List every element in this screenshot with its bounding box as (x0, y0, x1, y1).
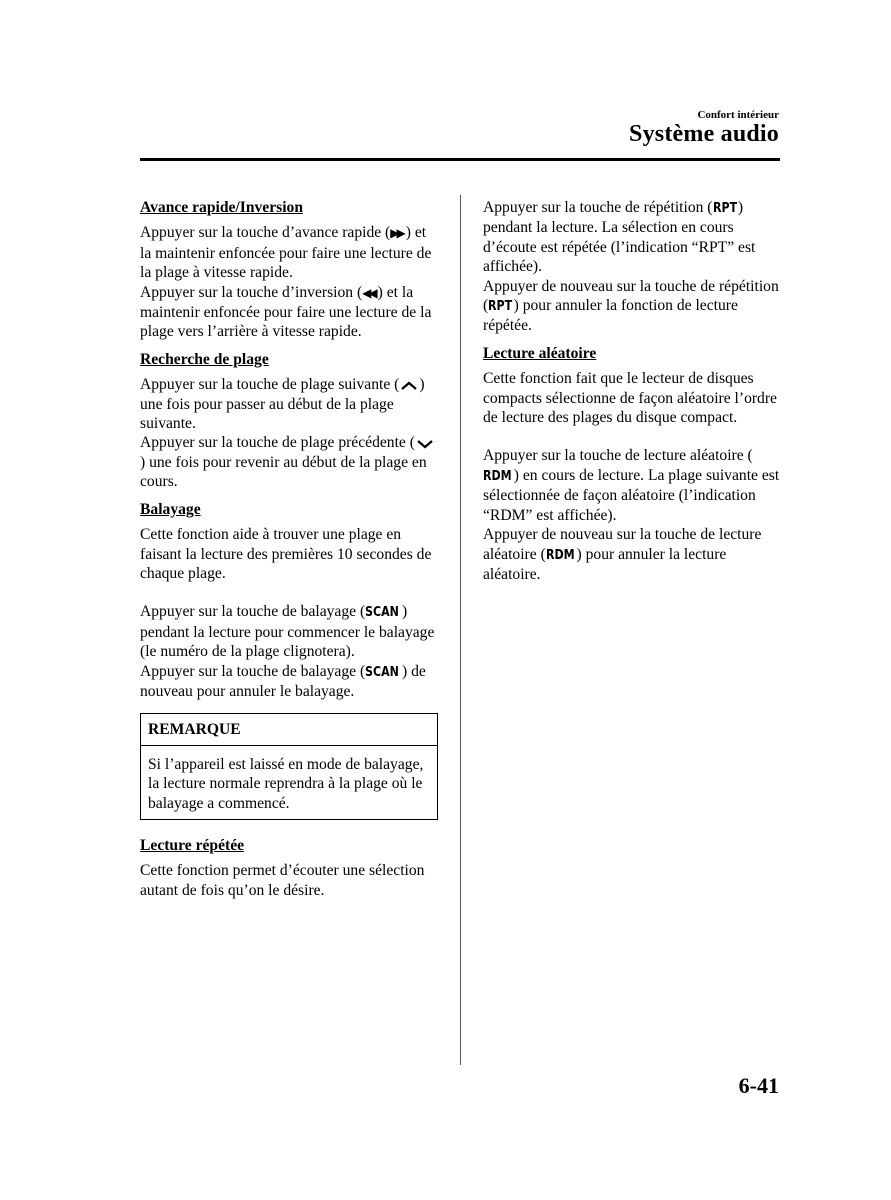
paragraph-scan-cancel: Appuyer sur la touche de balayage (SCAN ) de nouveau pour annuler le balayage. (140, 662, 426, 700)
paragraph-random-start: Appuyer sur la touche de lecture aléatoire (RDM ) en cours de lecture. La plage suivante est sélectionnée de façon aléatoire (l’indication “RDM” est affichée). (483, 447, 780, 524)
reverse-double-arrow-icon: ◀◀ (362, 285, 375, 300)
section-label: Confort intérieur (697, 109, 779, 121)
rdm-key-label: RDM (545, 547, 575, 563)
paragraph-reverse: Appuyer sur la touche d’inversion (◀◀ ) et la maintenir enfoncée pour faire une lecture de la plage vers l’arrière à vitesse rapide. (140, 283, 432, 341)
chevron-up-icon (399, 381, 419, 391)
page-number: 6-41 (738, 1073, 779, 1098)
scan-key-label: SCAN (365, 664, 400, 680)
left-column (140, 198, 440, 900)
page-title: Système audio (629, 121, 779, 147)
scan-key-label: SCAN (365, 605, 400, 621)
paragraph-scan-intro: Cette fonction aide à trouver une plage en faisant la lecture des premières 10 secondes de chaque plage. (140, 526, 432, 582)
right-column (483, 198, 783, 584)
paragraph-scan-start: Appuyer sur la touche de balayage (SCAN ) pendant la lecture pour commencer le balayage (le numéro de la plage clignotera). (140, 603, 435, 661)
note-title: REMARQUE (141, 714, 437, 745)
heading-track-search: Recherche de plage (140, 350, 269, 368)
rpt-key-label: RPT (712, 201, 737, 216)
note-box (140, 713, 438, 820)
paragraph-random-cancel: Appuyer de nouveau sur la touche de lecture aléatoire (RDM ) pour annuler la lecture aléatoire. (483, 526, 762, 583)
heading-repeat: Lecture répétée (140, 836, 245, 854)
heading-random: Lecture aléatoire (483, 344, 597, 362)
forward-double-arrow-icon: ▶▶ (390, 226, 403, 241)
header-rule (140, 158, 780, 161)
paragraph-random-intro: Cette fonction fait que le lecteur de disques compacts sélectionne de façon aléatoire l’ordre de lecture des plages du disque compact. (483, 370, 777, 427)
chevron-down-icon (415, 439, 435, 449)
paragraph-track-next: Appuyer sur la touche de plage suivante ( ) une fois pour passer au début de la plage suivante. (140, 376, 425, 433)
heading-fast-forward: Avance rapide/Inversion (140, 199, 304, 216)
paragraph-repeat-start: Appuyer sur la touche de répétition (RPT) pendant la lecture. La sélection en cours d’écoute est répétée (l’indication “RPT” est affichée). (483, 199, 756, 276)
paragraph-repeat-cancel: Appuyer de nouveau sur la touche de répétition (RPT) pour annuler la fonction de lecture répétée. (483, 277, 779, 335)
paragraph-fast-forward: Appuyer sur la touche d’avance rapide (▶▶ ) et la maintenir enfoncée pour faire une lecture de la plage à vitesse rapide. (140, 224, 432, 282)
rdm-key-label: RDM (483, 468, 512, 484)
paragraph-track-previous: Appuyer sur la touche de plage précédente () une fois pour revenir au début de la plage en cours. (140, 433, 440, 491)
heading-scan: Balayage (140, 500, 201, 518)
note-text: Si l’appareil est laissé en mode de balayage, la lecture normale reprendra à la plage où le balayage a commencé. (148, 755, 424, 812)
paragraph-repeat-intro: Cette fonction permet d’écouter une sélection autant de fois qu’on le désire. (140, 862, 425, 899)
column-divider (460, 195, 461, 1065)
rpt-key-label: RPT (488, 299, 513, 315)
